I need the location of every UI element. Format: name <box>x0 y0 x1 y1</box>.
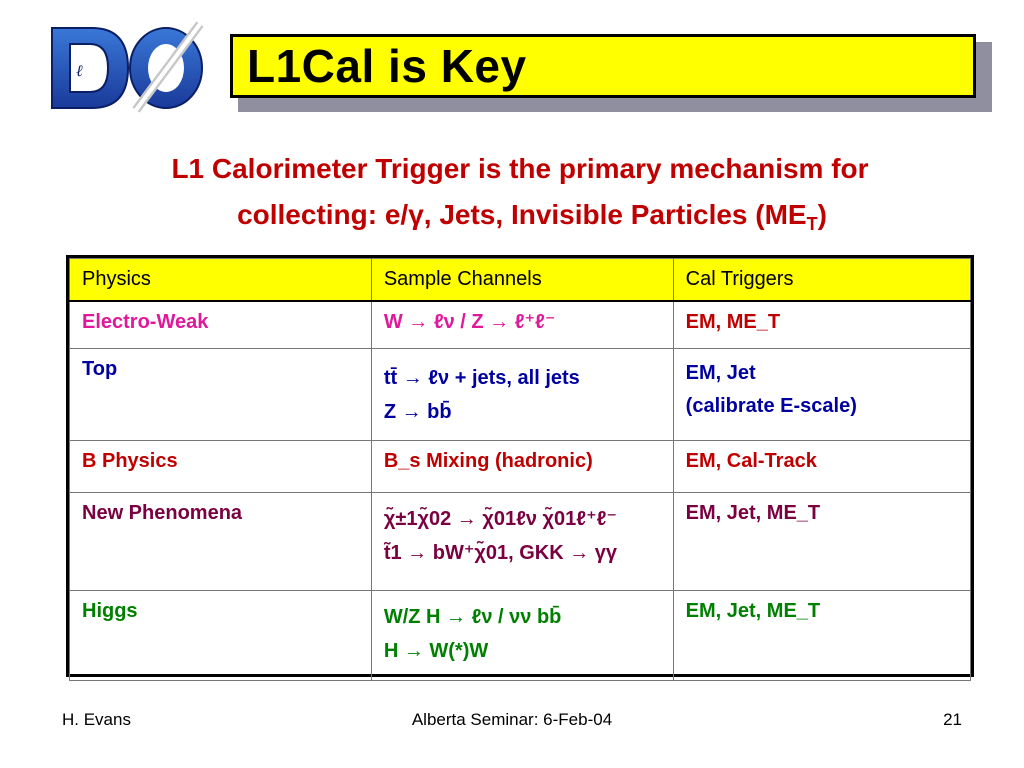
table-row <box>70 493 971 591</box>
channels-cell <box>371 493 673 591</box>
physics-label: Electro-Weak <box>82 310 209 333</box>
channels-cell <box>371 349 673 441</box>
trigger-line: (calibrate E-scale) <box>685 395 857 417</box>
channel-line: H → W(*)W <box>383 640 489 662</box>
footer-page-number: 21 <box>943 710 962 729</box>
physics-table <box>66 255 974 677</box>
physics-cell <box>70 441 372 493</box>
triggers-cell <box>673 591 970 681</box>
table-row <box>70 441 971 493</box>
header-physics: Physics <box>70 259 372 301</box>
channel-line: χ̃±1χ̃02 → χ̃01ℓν χ̃01ℓ⁺ℓ⁻ <box>383 508 617 530</box>
triggers-cell <box>673 441 970 493</box>
physics-cell <box>70 301 372 349</box>
slide-subtitle <box>70 146 970 247</box>
footer-author: H. Evans <box>62 710 131 729</box>
physics-label: Top <box>82 358 118 380</box>
triggers-cell <box>673 493 970 591</box>
channels-cell <box>371 301 673 349</box>
subtitle-line2-suffix: ) <box>817 199 827 230</box>
trigger-line: EM, Jet <box>685 362 756 384</box>
channel-line: W → ℓν / Z → ℓ⁺ℓ⁻ <box>383 310 556 333</box>
header-cal-triggers: Cal Triggers <box>673 259 970 301</box>
trigger-line: EM, ME_T <box>685 310 781 333</box>
triggers-cell <box>673 301 970 349</box>
physics-label: Higgs <box>82 600 138 622</box>
table-header-row <box>70 259 971 301</box>
svg-text:ℓ: ℓ <box>76 63 83 80</box>
table-row <box>70 591 971 681</box>
channel-line: W/Z H → ℓν / νν bb̄ <box>383 606 562 628</box>
triggers-cell <box>673 349 970 441</box>
subtitle-line2-sub: T <box>806 214 818 234</box>
channel-line: t̃1 → bW⁺χ̃01, GKK → γγ <box>383 542 618 564</box>
header-sample-channels: Sample Channels <box>371 259 673 301</box>
slide-title: L1Cal is Key <box>247 40 527 92</box>
trigger-line: EM, Cal-Track <box>685 450 817 472</box>
physics-cell <box>70 493 372 591</box>
channel-line: B_s Mixing (hadronic) <box>383 450 593 472</box>
physics-label: B Physics <box>82 450 178 472</box>
channels-cell <box>371 591 673 681</box>
footer-event: Alberta Seminar: 6-Feb-04 <box>411 710 613 729</box>
trigger-line: EM, Jet, ME_T <box>685 502 821 524</box>
trigger-line: EM, Jet, ME_T <box>685 600 821 622</box>
title-box <box>230 34 976 98</box>
table-row <box>70 301 971 349</box>
table-row <box>70 349 971 441</box>
channel-line: tt̄ → ℓν + jets, all jets <box>383 367 580 389</box>
physics-label: New Phenomena <box>82 502 243 524</box>
physics-cell <box>70 591 372 681</box>
d0-logo <box>44 18 210 118</box>
channel-line: Z → bb̄ <box>383 401 452 423</box>
channels-cell <box>371 441 673 493</box>
subtitle-line1: L1 Calorimeter Trigger is the primary mechanism for <box>171 153 869 184</box>
subtitle-line2-prefix: collecting: e/γ, Jets, Invisible Particles (ME <box>237 199 807 230</box>
physics-cell <box>70 349 372 441</box>
